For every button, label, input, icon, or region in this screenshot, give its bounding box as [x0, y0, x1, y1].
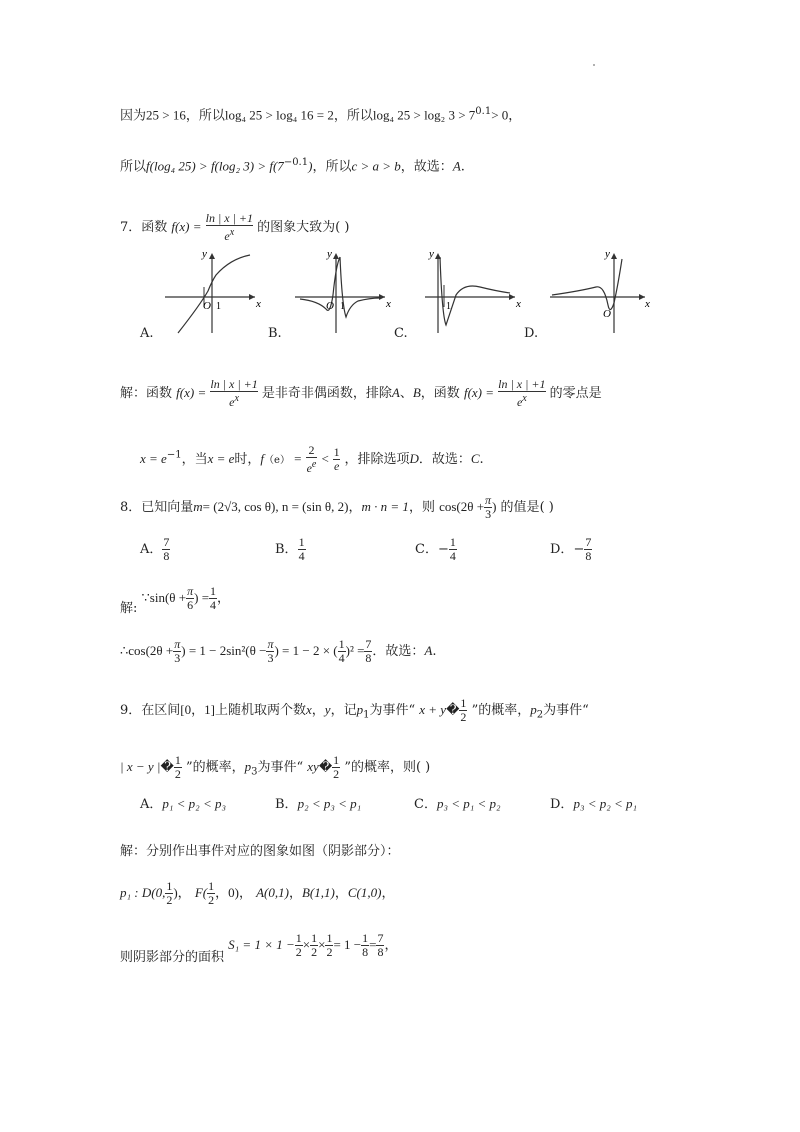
option-label: B．	[275, 797, 298, 812]
solution-9-line-2	[120, 880, 394, 907]
axis-label: y	[605, 248, 610, 260]
denominator: e	[333, 459, 340, 473]
math: )	[308, 158, 313, 174]
numerator: 1	[460, 696, 467, 710]
fraction	[174, 754, 182, 781]
fraction	[484, 494, 492, 521]
math: F(	[194, 885, 208, 900]
exponent: e	[311, 459, 317, 470]
option-ref: B	[412, 385, 421, 400]
text: ，	[288, 886, 302, 901]
subscript: 2	[536, 709, 544, 721]
text: ，记	[330, 703, 357, 718]
math: p	[530, 702, 537, 717]
q9-option-c	[414, 796, 501, 813]
numerator: 1	[311, 931, 318, 945]
denominator: 3	[267, 651, 274, 665]
graph-b	[295, 248, 391, 333]
text: 为事件“	[369, 703, 416, 718]
math: p	[356, 702, 364, 717]
arrow-icon	[509, 294, 515, 300]
denominator	[210, 391, 257, 409]
option-label: B．	[275, 542, 298, 557]
numerator: 1	[338, 637, 345, 651]
math: <	[321, 451, 329, 466]
text: ，所以	[333, 108, 373, 124]
solution-8-line-2	[120, 638, 437, 665]
denominator: 2	[174, 767, 181, 781]
text: ，	[177, 886, 191, 901]
axis-label: x	[386, 298, 391, 310]
math: f(x) =	[176, 385, 207, 400]
exponent: −1	[166, 449, 182, 461]
subscript: 1	[363, 709, 370, 721]
numerator: 7	[365, 637, 372, 651]
text: 的图象大致为	[257, 220, 336, 235]
math: y	[324, 702, 331, 717]
tick-label: 1	[340, 301, 345, 312]
numerator: 7	[163, 535, 170, 549]
fraction	[298, 536, 306, 563]
q8-option-a	[140, 536, 170, 563]
curve	[440, 257, 510, 325]
q8-option-c	[415, 536, 457, 563]
curve	[178, 255, 250, 333]
origin-label: O	[326, 300, 334, 312]
text: 解：函数	[120, 386, 173, 401]
denominator: 2	[311, 945, 318, 959]
math: S₁ = 1 × 1 −	[228, 937, 295, 952]
numerator: 1	[174, 753, 181, 767]
option-label: D．	[550, 542, 574, 557]
fraction	[449, 536, 457, 563]
subscript: 3	[251, 766, 258, 778]
fraction	[207, 880, 215, 907]
q9-option-b	[275, 796, 361, 813]
fraction	[295, 932, 303, 959]
answer-blank: ( )	[539, 500, 554, 515]
numerator: 1	[210, 584, 217, 598]
numerator: ln | x | +1	[210, 377, 258, 391]
text: 的值是	[500, 500, 540, 515]
denominator	[498, 391, 545, 409]
math: f(x) =	[463, 385, 495, 400]
q9-option-d	[550, 796, 637, 813]
arrow-icon	[379, 294, 385, 300]
math: p	[244, 759, 252, 774]
text: ．故选：	[418, 452, 471, 467]
denominator: 4	[449, 549, 456, 563]
vector: m	[193, 499, 203, 514]
option-label: D．	[550, 797, 574, 812]
denominator: 8	[377, 945, 384, 959]
math: m · n = 1	[361, 499, 409, 514]
option-expression: p₃ < p₁ < p₂	[436, 796, 501, 811]
curve	[300, 257, 340, 310]
math: A(0,1)	[256, 885, 289, 900]
answer-blank: ( )	[335, 220, 350, 235]
text: ”的概率，	[471, 703, 531, 718]
exponent: 0.1	[475, 106, 492, 117]
text: 时，	[234, 452, 261, 467]
line-2	[120, 155, 465, 175]
exponent: x	[522, 393, 527, 404]
graph-d	[550, 248, 650, 333]
fraction	[209, 585, 217, 612]
answer: A	[424, 643, 433, 658]
question-number: 8．已知向量	[120, 500, 194, 515]
math: ，0)	[215, 885, 239, 900]
text: ，所以	[312, 159, 352, 175]
text: ，函数	[420, 386, 460, 401]
origin-label: O	[203, 300, 211, 312]
text: ，	[217, 591, 231, 606]
math: ×	[302, 937, 311, 952]
option-expression: p₁ < p₂ < p₃	[162, 796, 226, 811]
option-label: C．	[415, 542, 438, 557]
option-sign: −	[573, 542, 585, 557]
answer: C	[470, 451, 480, 466]
axis-label: y	[202, 248, 207, 260]
math: )² =	[345, 643, 365, 658]
denominator: 2	[333, 767, 340, 781]
tick-label: 1	[216, 301, 221, 312]
page-mark	[593, 64, 595, 66]
text: 上随机取两个数	[214, 703, 306, 718]
math: cos(2θ +	[439, 499, 485, 514]
text: ，故选：	[400, 159, 453, 175]
exponent: x	[234, 393, 239, 404]
fraction	[333, 446, 340, 473]
math: )	[173, 885, 178, 900]
text: ，	[384, 938, 398, 953]
solution-7-line-1	[120, 378, 602, 409]
denominator: 3	[485, 507, 492, 521]
math: )	[492, 499, 497, 514]
option-label: C．	[414, 797, 437, 812]
denominator-base: e	[229, 395, 235, 409]
axis-label: x	[256, 298, 261, 310]
text: ”的概率，则	[344, 760, 416, 775]
question-9-line-2	[120, 754, 430, 781]
option-label: A．	[140, 542, 163, 557]
math: [0	[180, 702, 192, 717]
text: ，	[311, 703, 325, 718]
answer: A	[452, 158, 461, 174]
text: 为事件“	[543, 703, 589, 718]
numerator: 1	[326, 931, 333, 945]
option-d-label: D.	[524, 326, 539, 341]
denominator: 6	[187, 598, 194, 612]
math: ×	[318, 937, 326, 952]
math: ∵sin(θ +	[141, 590, 187, 605]
math: p₁ : D(0,	[120, 885, 166, 900]
math: | x − y |	[120, 759, 161, 774]
text: ，	[334, 886, 348, 901]
text: ，排除选项	[344, 452, 410, 467]
question-9-line-1	[120, 697, 589, 724]
math: ∴cos(2θ +	[120, 643, 174, 658]
math: log₄ 25 > log₄ 16 = 2	[224, 107, 334, 123]
math: f(log₄ 25) > f(log₂ 3) > f(7	[146, 158, 284, 174]
denominator-base: e	[306, 461, 312, 475]
text: 、	[399, 386, 413, 401]
text: 为事件“	[257, 760, 304, 775]
exponent: −0.1	[283, 157, 309, 168]
denominator: 8	[365, 651, 372, 665]
text: ，则	[408, 500, 435, 515]
numerator: 2	[308, 443, 315, 457]
tick-label: 1	[446, 301, 451, 312]
option-ref: D	[409, 451, 419, 466]
fraction	[306, 444, 318, 475]
arrow-icon	[209, 253, 215, 259]
fraction	[206, 212, 253, 243]
text: .	[432, 644, 437, 659]
fraction	[498, 378, 545, 409]
numerator: π	[174, 637, 181, 651]
math: B(1,1)	[301, 885, 335, 900]
denominator: 2	[208, 893, 215, 907]
option-a-label: A.	[140, 326, 154, 341]
option-expression: p₂ < p₃ < p₁	[297, 796, 362, 811]
text: .	[460, 159, 465, 175]
solution-7-line-2	[140, 444, 484, 475]
fraction	[584, 536, 592, 563]
axis-label: x	[516, 298, 521, 310]
math: 25 > 16	[146, 107, 186, 123]
denominator: 8	[163, 549, 170, 563]
numerator: 1	[166, 879, 173, 893]
numerator: 7	[585, 535, 592, 549]
numerator: π	[187, 584, 194, 598]
option-ref: A	[391, 385, 400, 400]
denominator: 2	[326, 945, 333, 959]
solution-9-line-3	[120, 931, 398, 965]
text: .	[479, 452, 484, 467]
math: x + y	[419, 702, 447, 717]
denominator	[206, 225, 253, 243]
text: 的零点是	[549, 386, 602, 401]
math: ) =	[194, 590, 210, 605]
fraction	[332, 754, 340, 781]
fraction	[361, 932, 369, 959]
option-expression: p₃ < p₂ < p₁	[573, 796, 638, 811]
denominator: 4	[338, 651, 345, 665]
math: = 1 −	[333, 937, 362, 952]
text: 是非奇非偶函数，排除	[261, 386, 392, 401]
arrow-icon	[333, 253, 339, 259]
math: log₄ 25 > log₂ 3 > 7	[372, 107, 476, 123]
origin-label: O	[603, 308, 611, 320]
option-sign: −	[437, 542, 449, 557]
math: ) = 1 − 2 × (	[274, 643, 338, 658]
axis-label: y	[327, 248, 332, 260]
numerator: 1	[362, 931, 369, 945]
text: 所以	[120, 159, 147, 175]
fraction	[210, 378, 257, 409]
denominator	[306, 457, 318, 475]
line-1	[120, 104, 521, 124]
q8-option-b	[275, 536, 306, 563]
option-c-label: C.	[394, 326, 408, 341]
solution-9-line-1: 解：分别作出事件对应的图象如图（阴影部分）：	[120, 844, 400, 859]
denominator: 8	[585, 549, 592, 563]
denominator: 4	[210, 598, 217, 612]
denominator-base: e	[516, 395, 523, 409]
math: x = e	[207, 451, 235, 466]
denominator: 2	[295, 945, 302, 959]
math: = (2√3, cos θ), n = (sin θ, 2)	[202, 499, 349, 514]
question-7	[120, 212, 349, 243]
numerator: 1	[295, 931, 302, 945]
solution-label: 解:	[120, 601, 138, 616]
text: ，当	[181, 452, 208, 467]
question-number: 9．在区间	[120, 703, 181, 718]
numerator: 1	[333, 753, 340, 767]
math: 1]	[204, 702, 215, 717]
math: f(x) =	[171, 219, 202, 234]
numerator: π	[485, 493, 492, 507]
math: ) = 1 − 2sin²(θ −	[181, 643, 267, 658]
numerator: 1	[449, 535, 456, 549]
text: 则阴影部分的面积	[120, 950, 225, 965]
arrow-icon	[249, 294, 255, 300]
math: f	[260, 451, 265, 466]
numerator: ln | x | +1	[498, 377, 546, 391]
q8-option-d	[550, 536, 592, 563]
fraction	[338, 638, 346, 665]
q9-option-a	[140, 796, 226, 813]
math: > 0	[491, 107, 509, 123]
text: （e）	[264, 455, 290, 466]
option-label: A．	[140, 797, 163, 812]
answer-blank: ( )	[415, 760, 431, 775]
text: ，所以	[185, 108, 225, 124]
text: ，	[508, 108, 522, 124]
text: 因为	[120, 108, 147, 124]
text: ，	[381, 886, 395, 901]
fraction	[162, 536, 170, 563]
text: ．故选：	[372, 644, 425, 659]
arrow-icon	[611, 253, 617, 259]
exponent: x	[229, 227, 235, 238]
denominator: 2	[460, 710, 467, 724]
math: C(1,0)	[347, 885, 382, 900]
question-8	[120, 494, 554, 521]
graph-a	[165, 248, 261, 333]
curve	[552, 259, 622, 310]
option-b-label: B.	[268, 326, 282, 341]
numerator: ln | x | +1	[205, 211, 253, 225]
glyph: �	[446, 703, 460, 718]
denominator-base: e	[224, 229, 230, 243]
fraction	[186, 585, 194, 612]
math: =	[369, 937, 377, 952]
denominator: 2	[166, 893, 173, 907]
math: =	[294, 451, 302, 466]
math: c > a > b	[351, 158, 401, 174]
axis-label: y	[429, 248, 434, 260]
curve	[340, 257, 380, 317]
glyph: �	[318, 760, 333, 775]
axis-label: x	[645, 298, 650, 310]
solution-8-line-1	[120, 584, 231, 616]
text: ，	[191, 703, 205, 718]
question-number: 7．函数	[120, 220, 168, 235]
fraction	[459, 697, 467, 724]
graph-c	[425, 248, 521, 333]
numerator: 7	[377, 931, 384, 945]
text: ”的概率，	[185, 760, 245, 775]
numerator: 1	[333, 445, 340, 459]
text: ，	[238, 886, 252, 901]
math: xy	[307, 759, 319, 774]
fraction	[310, 932, 318, 959]
denominator: 4	[298, 549, 305, 563]
math: x = e	[140, 451, 167, 466]
denominator: 8	[362, 945, 369, 959]
denominator: 3	[174, 651, 181, 665]
math: x	[306, 702, 312, 717]
glyph: �	[160, 760, 174, 775]
numerator: π	[267, 637, 274, 651]
text: ，	[348, 500, 362, 515]
numerator: 1	[298, 535, 305, 549]
numerator: 1	[208, 879, 215, 893]
